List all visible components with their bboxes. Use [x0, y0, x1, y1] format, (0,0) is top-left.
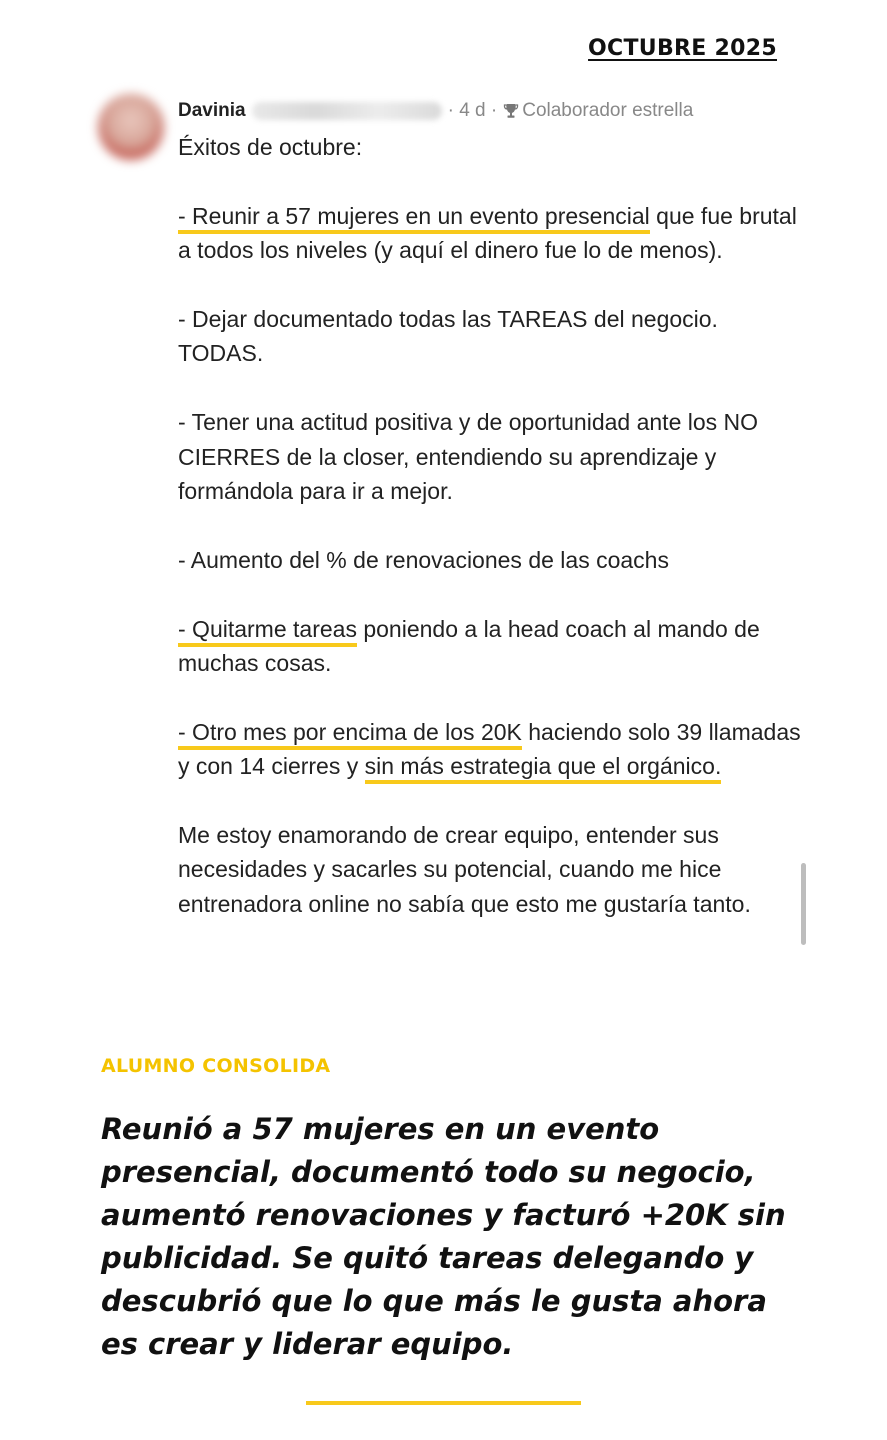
trophy-icon	[503, 103, 519, 119]
post-meta-time: · 4 d ·	[447, 100, 498, 121]
list-item-text: que fue brutal a todos los niveles (y aquí el dinero fue lo de menos).	[178, 202, 797, 264]
highlighted-text: - Reunir a 57 mujeres en un evento presencial	[178, 203, 650, 234]
highlighted-text: sin más estrategia que el orgánico.	[365, 753, 722, 784]
section-label: ALUMNO CONSOLIDA	[101, 1055, 331, 1077]
post-intro: Éxitos de octubre:	[178, 134, 363, 160]
list-item	[178, 199, 808, 268]
list-item: - Tener una actitud positiva y de oportunidad ante los NO CIERRES de la closer, entendiendo su aprendizaje y formándola para ir a mejor.	[178, 409, 759, 505]
scrollbar[interactable]	[801, 863, 806, 945]
divider	[306, 1401, 581, 1405]
list-item-text: poniendo a la head coach al mando de muchas cosas.	[178, 615, 760, 677]
post-header	[178, 100, 693, 122]
post-body	[178, 130, 808, 956]
list-item	[178, 612, 808, 681]
post-closing: Me estoy enamorando de crear equipo, entender sus necesidades y sacarles su potencial, cuando me hice entrenadora online no sabía que esto me gustaría tanto.	[178, 822, 751, 917]
summary-text: Reunió a 57 mujeres en un evento presencial, documentó todo su negocio, aumentó renovaciones y facturó +20K sin publicidad. Se quitó tareas delegando y descubrió que lo que más le gusta ahora es crear y liderar equipo.	[101, 1112, 786, 1361]
list-item: - Aumento del % de renovaciones de las coachs	[178, 546, 669, 573]
month-label: OCTUBRE 2025	[588, 36, 777, 61]
highlighted-text: - Otro mes por encima de los 20K	[178, 719, 522, 750]
list-item	[178, 715, 808, 784]
list-item: - Dejar documentado todas las TAREAS del negocio. TODAS.	[178, 306, 718, 367]
badge-label: Colaborador estrella	[522, 100, 694, 121]
author-surname-blurred	[252, 102, 442, 120]
highlighted-text: - Quitarme tareas	[178, 616, 357, 647]
list-item-text: haciendo solo 39 llamadas y con 14 cierres y	[178, 718, 801, 780]
avatar[interactable]	[98, 94, 164, 160]
author-name[interactable]: Davinia	[178, 100, 246, 121]
